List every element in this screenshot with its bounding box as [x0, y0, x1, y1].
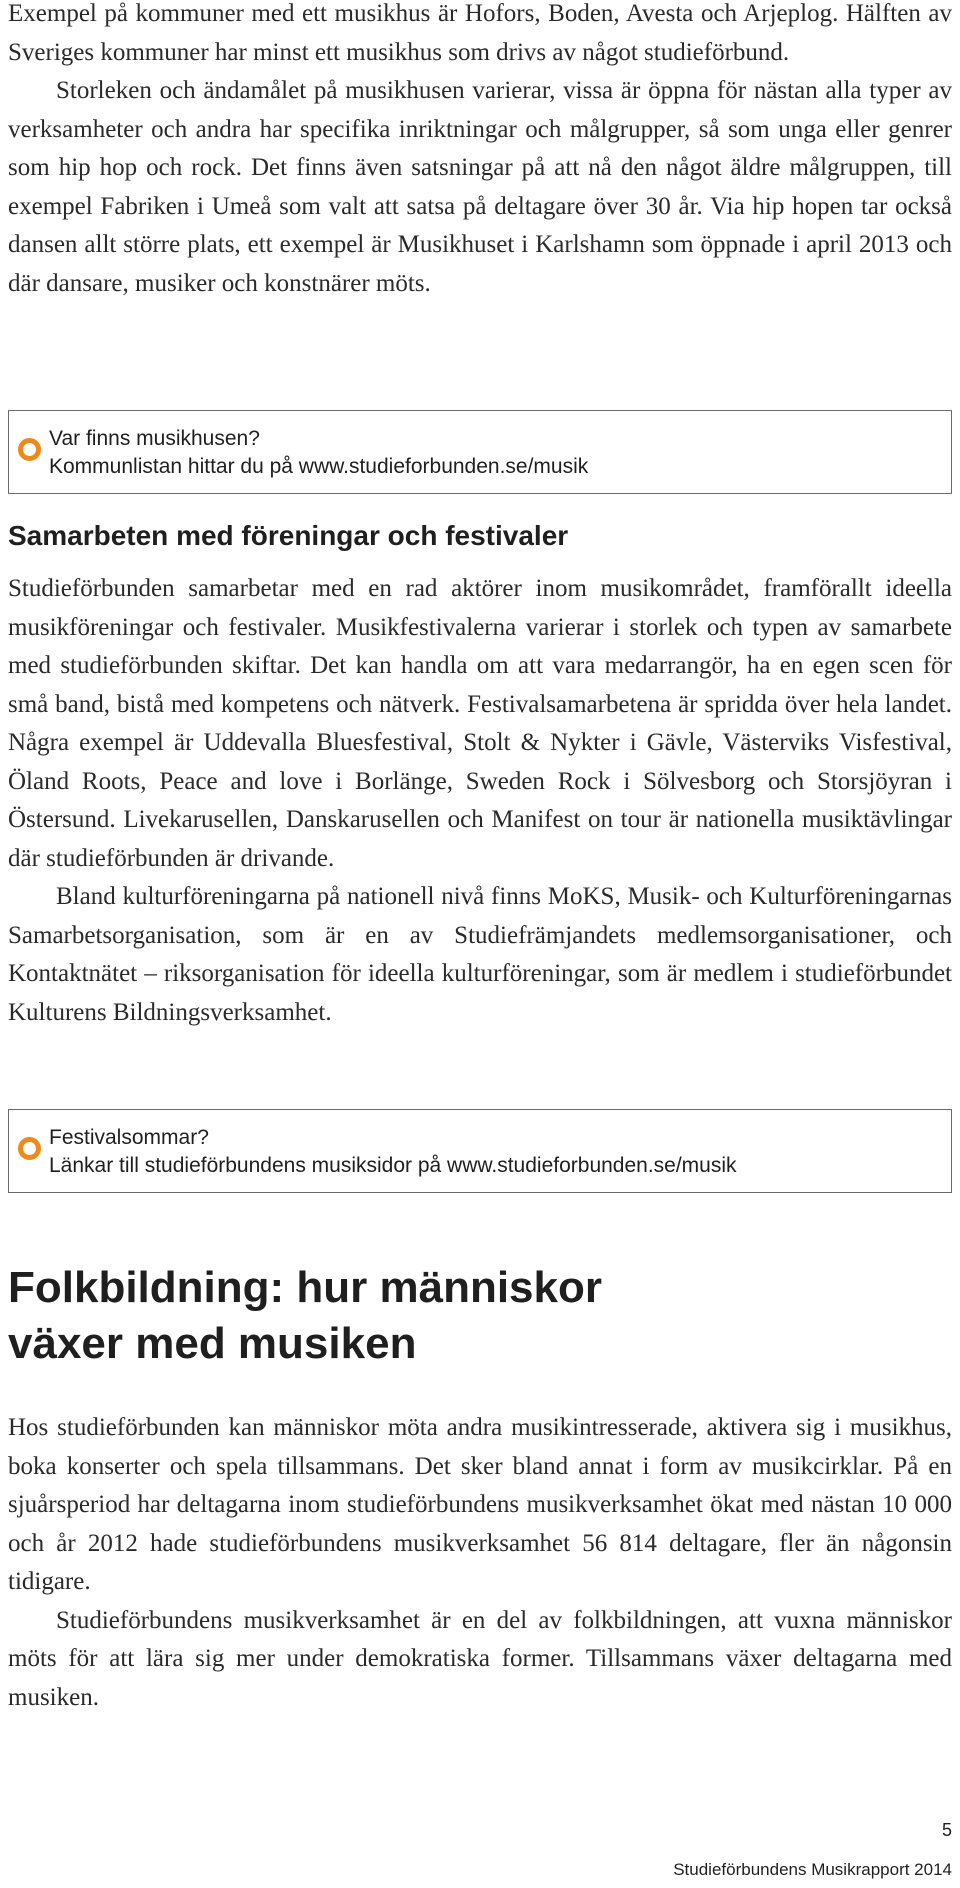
- callout-text: [49, 1124, 737, 1180]
- section-heading-folkbildning: [8, 1260, 602, 1372]
- page-number: 5: [941, 1820, 952, 1840]
- bullet-ring-icon: [18, 1137, 41, 1160]
- folkbildning-paragraph-2: Studieförbundens musikverksamhet är en del av folkbildningen, att vuxna människor möts för att lära sig mer under demokratiska former. Tillsammans växer deltagarna med musiken.: [8, 1606, 952, 1711]
- folkbildning-paragraph-1: Hos studieförbunden kan människor möta andra musikintresserade, aktivera sig i musikhus, boka konserter och spela tillsammans. Det sker bland annat i form av musikcirklar. På en sjuårsperiod har deltagarna inom studieförbundens musikverksamhet ökat med nästan 10 000 och år 2012 hade studieförbundens musikverksamhet 56 814 deltagare, fler än någonsin tidigare.: [8, 1414, 952, 1595]
- intro-block: [8, 0, 952, 303]
- samarbeten-paragraph-1: Studieförbunden samarbetar med en rad aktörer inom musikområdet, framförallt ideella musikföreningar och festivaler. Musikfestivalerna varierar i storlek och typen av samarbete med studieförbunden skiftar. Det kan handla om att vara medarrangör, ha en egen scen för små band, bistå med kompetens och nätverk. Festivalsamarbetena är spridda över hela landet. Några exempel är Uddevalla Bluesfestival, Stolt & Nykter i Gävle, Västerviks Visfestival, Öland Roots, Peace and love i Borlänge, Sweden Rock i Sölvesborg och Storsjöyran i Östersund. Livekarusellen, Danskarusellen och Manifest on tour är nationella musiktävlingar där studieförbunden är drivande.: [8, 575, 952, 872]
- samarbeten-paragraph-2: Bland kulturföreningarna på nationell nivå finns MoKS, Musik- och Kulturföreningarnas Samarbetsorganisation, som är en av Studiefrämjandets medlemsorganisationer, och Kontaktnätet – riksorganisation för ideella kulturföreningar, som är medlem i studieförbundet Kulturens Bildningsverksamhet.: [8, 883, 952, 1026]
- callout-festivalsommar: [8, 1109, 952, 1193]
- callout-musikhus: [8, 410, 952, 494]
- section-heading-samarbeten: Samarbeten med föreningar och festivaler: [8, 520, 569, 551]
- folkbildning-body: [8, 1409, 952, 1717]
- bullet-ring-icon: [18, 438, 41, 461]
- callout-title: Festivalsommar?: [49, 1126, 209, 1149]
- intro-paragraph-2: Storleken och ändamålet på musikhusen varierar, vissa är öppna för nästan alla typer av verksamheter och andra har specifika inriktningar och målgrupper, så som unga eller genrer som hip hop och rock. Det finns även satsningar på att nå den något äldre målgruppen, till exempel Fabriken i Umeå som valt att satsa på deltagare över 30 år. Via hip hopen tar också dansen allt större plats, ett exempel är Musikhuset i Karlshamn som öppnade i april 2013 och där dansare, musiker och konstnärer möts.: [8, 77, 952, 297]
- callout-link-text[interactable]: Kommunlistan hittar du på www.studieforbunden.se/musik: [49, 455, 589, 478]
- callout-link-text[interactable]: Länkar till studieförbundens musiksidor på www.studieforbunden.se/musik: [49, 1154, 737, 1177]
- heading-line-1: Folkbildning: hur människor: [8, 1263, 602, 1312]
- intro-paragraph-1: Exempel på kommuner med ett musikhus är Hofors, Boden, Avesta och Arjeplog. Hälften av Sveriges kommuner har minst ett musikhus som drivs av något studieförbund.: [8, 0, 952, 66]
- footer-publication: Studieförbundens Musikrapport 2014: [673, 1860, 952, 1879]
- callout-title: Var finns musikhusen?: [49, 427, 260, 450]
- callout-text: [49, 425, 588, 481]
- samarbeten-body: [8, 570, 952, 1032]
- heading-line-2: växer med musiken: [8, 1319, 417, 1368]
